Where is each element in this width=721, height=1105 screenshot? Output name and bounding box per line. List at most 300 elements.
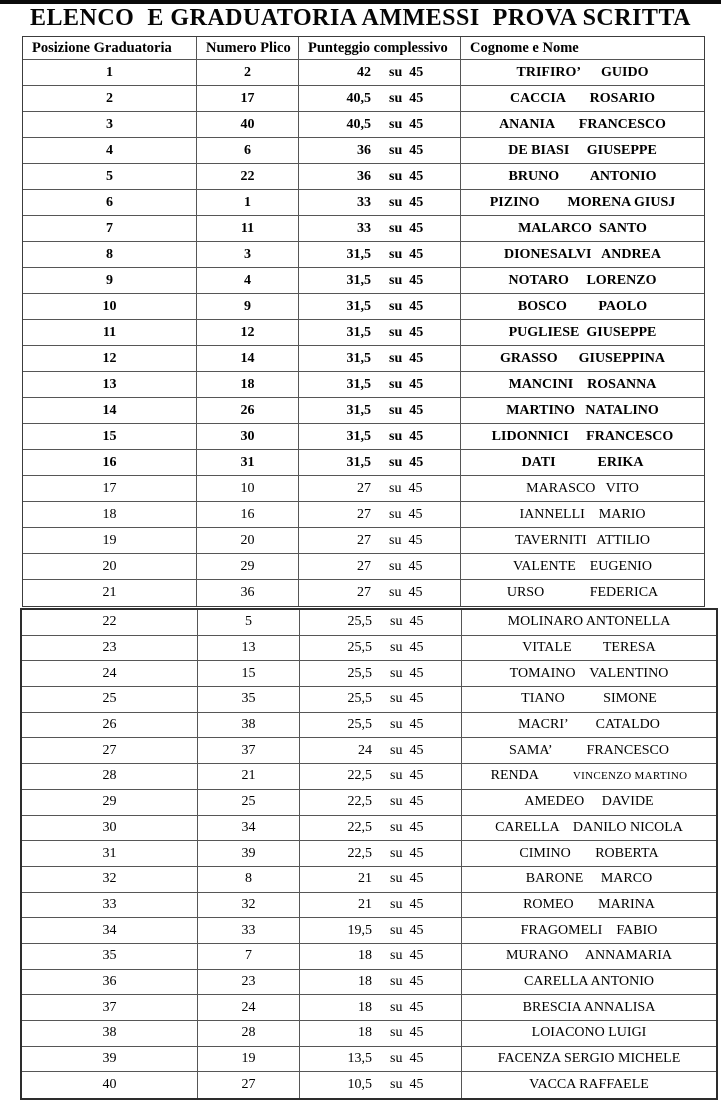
punteggio-su-45-label: su 45 bbox=[390, 819, 424, 835]
table-row bbox=[22, 841, 716, 867]
cell-posizione: 6 bbox=[23, 190, 197, 215]
cell-punteggio bbox=[299, 268, 461, 293]
cell-cognome-nome bbox=[461, 398, 704, 423]
cell-punteggio bbox=[300, 867, 462, 892]
cognome-nome-text: VITALE TERESA bbox=[522, 640, 656, 656]
cognome-nome-text: TRIFIRO’ GUIDO bbox=[516, 64, 649, 80]
punteggio-su-45-label: su 45 bbox=[389, 64, 424, 80]
cell-punteggio bbox=[299, 424, 461, 449]
cell-posizione: 23 bbox=[22, 636, 198, 661]
cell-posizione: 27 bbox=[22, 738, 198, 763]
cell-punteggio bbox=[300, 893, 462, 918]
punteggio-value: 27 bbox=[357, 506, 371, 522]
cell-cognome-nome bbox=[462, 867, 716, 892]
table-row bbox=[22, 816, 716, 842]
punteggio-su-45-label: su 45 bbox=[389, 168, 424, 184]
cell-punteggio bbox=[300, 918, 462, 943]
cell-cognome-nome bbox=[461, 268, 704, 293]
table-row bbox=[22, 995, 716, 1021]
punteggio-value: 31,5 bbox=[346, 298, 371, 314]
cognome-nome-text: URSO FEDERICA bbox=[506, 585, 659, 600]
cell-cognome-nome bbox=[461, 190, 704, 215]
punteggio-su-45-label: su 45 bbox=[389, 558, 423, 574]
punteggio-value: 22,5 bbox=[347, 845, 372, 861]
punteggio-su-45-label: su 45 bbox=[389, 272, 424, 288]
cell-punteggio bbox=[299, 398, 461, 423]
header-cognome-e-nome: Cognome e Nome bbox=[470, 39, 579, 56]
cognome-nome-text: MOLINARO ANTONELLA bbox=[507, 614, 671, 630]
table-row bbox=[23, 60, 704, 86]
cell-posizione: 31 bbox=[22, 841, 198, 866]
header-punteggio-complessivo: Punteggio complessivo bbox=[299, 37, 461, 59]
cell-numero-plico: 25 bbox=[198, 790, 300, 815]
cognome-nome-text: VACCA RAFFAELE bbox=[529, 1077, 649, 1093]
punteggio-su-45-label: su 45 bbox=[390, 665, 424, 681]
cell-cognome-nome bbox=[461, 450, 704, 475]
cognome-nome-text: LIDONNICI FRANCESCO bbox=[491, 428, 674, 444]
cell-punteggio bbox=[299, 580, 461, 606]
table-row bbox=[23, 476, 704, 502]
cell-posizione: 34 bbox=[22, 918, 198, 943]
table-row bbox=[23, 372, 704, 398]
table-row bbox=[22, 713, 716, 739]
cell-cognome-nome bbox=[461, 216, 704, 241]
cell-punteggio bbox=[300, 610, 462, 635]
cognome-nome-text: MALARCO SANTO bbox=[518, 220, 647, 236]
table-row bbox=[23, 216, 704, 242]
punteggio-su-45-label: su 45 bbox=[389, 246, 424, 262]
cell-numero-plico: 32 bbox=[198, 893, 300, 918]
cognome-nome-text: PUGLIESE GIUSEPPE bbox=[508, 324, 657, 340]
cell-numero-plico: 37 bbox=[198, 738, 300, 763]
table-row bbox=[23, 450, 704, 476]
cell-punteggio bbox=[299, 320, 461, 345]
punteggio-value: 18 bbox=[358, 948, 372, 964]
cell-posizione: 18 bbox=[23, 502, 197, 527]
cell-numero-plico: 21 bbox=[198, 764, 300, 789]
cell-cognome-nome bbox=[462, 738, 716, 763]
cell-numero-plico: 33 bbox=[198, 918, 300, 943]
cell-numero-plico: 12 bbox=[197, 320, 299, 345]
cognome-nome-text: DIONESALVI ANDREA bbox=[503, 246, 662, 262]
punteggio-value: 21 bbox=[358, 871, 372, 887]
cognome-nome-text: SAMA’ FRANCESCO bbox=[509, 742, 669, 758]
cell-numero-plico: 7 bbox=[198, 944, 300, 969]
punteggio-value: 24 bbox=[358, 742, 372, 758]
table-row bbox=[23, 528, 704, 554]
cell-numero-plico: 13 bbox=[198, 636, 300, 661]
punteggio-su-45-label: su 45 bbox=[390, 999, 424, 1015]
cognome-nome-text: GRASSO GIUSEPPINA bbox=[500, 350, 665, 366]
punteggio-value: 31,5 bbox=[346, 350, 371, 366]
cognome-nome-text: TOMAINO VALENTINO bbox=[509, 665, 669, 681]
cell-numero-plico: 9 bbox=[197, 294, 299, 319]
punteggio-su-45-label: su 45 bbox=[390, 717, 424, 733]
punteggio-su-45-label: su 45 bbox=[390, 768, 424, 784]
cell-posizione: 8 bbox=[23, 242, 197, 267]
cell-posizione: 9 bbox=[23, 268, 197, 293]
punteggio-su-45-label: su 45 bbox=[390, 871, 424, 887]
cognome-nome-text: FRAGOMELI FABIO bbox=[520, 922, 658, 938]
punteggio-su-45-label: su 45 bbox=[389, 506, 423, 522]
cell-posizione: 13 bbox=[23, 372, 197, 397]
cell-numero-plico: 35 bbox=[198, 687, 300, 712]
cell-cognome-nome bbox=[462, 1047, 716, 1072]
punteggio-value: 31,5 bbox=[346, 246, 371, 262]
cell-punteggio bbox=[300, 790, 462, 815]
cell-numero-plico: 18 bbox=[197, 372, 299, 397]
cell-numero-plico: 23 bbox=[198, 970, 300, 995]
cell-posizione: 38 bbox=[22, 1021, 198, 1046]
cell-punteggio bbox=[300, 1021, 462, 1046]
cell-numero-plico: 39 bbox=[198, 841, 300, 866]
punteggio-su-45-label: su 45 bbox=[389, 298, 424, 314]
cell-punteggio bbox=[299, 554, 461, 579]
nome-secondary-small-text: VINCENZO MARTINO bbox=[572, 770, 688, 783]
cell-punteggio bbox=[300, 816, 462, 841]
table-row bbox=[23, 554, 704, 580]
punteggio-su-45-label: su 45 bbox=[389, 350, 424, 366]
table-row bbox=[22, 944, 716, 970]
cell-numero-plico: 34 bbox=[198, 816, 300, 841]
punteggio-su-45-label: su 45 bbox=[390, 691, 424, 707]
punteggio-su-45-label: su 45 bbox=[390, 794, 424, 810]
punteggio-su-45-label: su 45 bbox=[390, 1025, 424, 1041]
cell-numero-plico: 30 bbox=[197, 424, 299, 449]
punteggio-value: 36 bbox=[357, 168, 371, 184]
cell-punteggio bbox=[299, 528, 461, 553]
table-row bbox=[22, 918, 716, 944]
cell-posizione: 19 bbox=[23, 528, 197, 553]
punteggio-value: 22,5 bbox=[347, 794, 372, 810]
cell-posizione: 16 bbox=[23, 450, 197, 475]
cell-numero-plico: 40 bbox=[197, 112, 299, 137]
table-row bbox=[23, 398, 704, 424]
cell-punteggio bbox=[300, 995, 462, 1020]
punteggio-su-45-label: su 45 bbox=[389, 428, 424, 444]
cell-cognome-nome bbox=[461, 60, 704, 85]
cell-posizione: 26 bbox=[22, 713, 198, 738]
cell-posizione: 21 bbox=[23, 580, 197, 606]
cognome-nome-text: MACRI’ CATALDO bbox=[518, 717, 660, 733]
cognome-nome-text: MARTINO NATALINO bbox=[506, 402, 659, 418]
cell-numero-plico: 15 bbox=[198, 661, 300, 686]
table-row bbox=[22, 687, 716, 713]
cell-cognome-nome bbox=[462, 918, 716, 943]
cell-cognome-nome bbox=[461, 112, 704, 137]
cognome-nome-text: CARELLA ANTONIO bbox=[523, 973, 655, 989]
cell-cognome-nome bbox=[461, 424, 704, 449]
cell-cognome-nome bbox=[462, 790, 716, 815]
cognome-nome-text: FACENZA SERGIO MICHELE bbox=[497, 1051, 681, 1067]
cell-numero-plico: 14 bbox=[197, 346, 299, 371]
cognome-nome-text: NOTARO LORENZO bbox=[508, 272, 657, 288]
punteggio-value: 42 bbox=[357, 64, 371, 80]
cell-cognome-nome bbox=[461, 346, 704, 371]
punteggio-su-45-label: su 45 bbox=[389, 376, 424, 392]
cell-cognome-nome bbox=[462, 610, 716, 635]
cell-posizione: 1 bbox=[23, 60, 197, 85]
cell-punteggio bbox=[300, 1047, 462, 1072]
cell-punteggio bbox=[299, 86, 461, 111]
punteggio-su-45-label: su 45 bbox=[390, 614, 424, 630]
cell-posizione: 22 bbox=[22, 610, 198, 635]
punteggio-value: 36 bbox=[357, 142, 371, 158]
punteggio-su-45-label: su 45 bbox=[389, 402, 424, 418]
punteggio-value: 33 bbox=[357, 220, 371, 236]
cell-numero-plico: 19 bbox=[198, 1047, 300, 1072]
punteggio-value: 33 bbox=[357, 194, 371, 210]
punteggio-su-45-label: su 45 bbox=[390, 896, 424, 912]
cognome-nome-text: BRUNO ANTONIO bbox=[508, 168, 657, 184]
punteggio-value: 31,5 bbox=[346, 376, 371, 392]
cell-posizione: 10 bbox=[23, 294, 197, 319]
ranking-table-section-2 bbox=[20, 608, 718, 1100]
cell-cognome-nome bbox=[461, 138, 704, 163]
page-top-rule bbox=[0, 0, 721, 4]
table-row bbox=[22, 661, 716, 687]
punteggio-value: 25,5 bbox=[347, 717, 372, 733]
cell-posizione: 12 bbox=[23, 346, 197, 371]
cell-posizione: 37 bbox=[22, 995, 198, 1020]
cell-cognome-nome bbox=[462, 816, 716, 841]
punteggio-value: 21 bbox=[358, 896, 372, 912]
cell-numero-plico: 8 bbox=[198, 867, 300, 892]
table-body-section-2 bbox=[22, 610, 716, 1098]
cell-cognome-nome bbox=[461, 86, 704, 111]
punteggio-value: 31,5 bbox=[346, 454, 371, 470]
cell-numero-plico: 16 bbox=[197, 502, 299, 527]
punteggio-su-45-label: su 45 bbox=[390, 742, 424, 758]
cell-punteggio bbox=[299, 502, 461, 527]
cognome-nome-text: TAVERNITI ATTILIO bbox=[514, 532, 651, 548]
cell-cognome-nome bbox=[462, 841, 716, 866]
punteggio-value: 27 bbox=[357, 532, 371, 548]
cell-punteggio bbox=[299, 138, 461, 163]
cell-punteggio bbox=[299, 164, 461, 189]
cell-punteggio bbox=[299, 372, 461, 397]
cognome-nome-text: DE BIASI GIUSEPPE bbox=[508, 142, 657, 158]
cell-cognome-nome bbox=[461, 502, 704, 527]
cell-punteggio bbox=[300, 1072, 462, 1098]
cell-numero-plico: 11 bbox=[197, 216, 299, 241]
punteggio-value: 31,5 bbox=[346, 428, 371, 444]
punteggio-su-45-label: su 45 bbox=[390, 1051, 424, 1067]
cell-punteggio bbox=[300, 841, 462, 866]
cell-punteggio bbox=[300, 661, 462, 686]
table-row bbox=[23, 502, 704, 528]
table-row bbox=[23, 138, 704, 164]
table-row bbox=[23, 294, 704, 320]
punteggio-value: 18 bbox=[358, 999, 372, 1015]
cell-punteggio bbox=[299, 60, 461, 85]
table-row bbox=[22, 790, 716, 816]
punteggio-su-45-label: su 45 bbox=[389, 585, 423, 600]
cell-posizione: 5 bbox=[23, 164, 197, 189]
cell-cognome-nome bbox=[461, 372, 704, 397]
cell-numero-plico: 29 bbox=[197, 554, 299, 579]
cell-cognome-nome bbox=[461, 554, 704, 579]
table-row bbox=[23, 424, 704, 450]
cell-cognome-nome bbox=[462, 1021, 716, 1046]
punteggio-value: 31,5 bbox=[346, 324, 371, 340]
punteggio-value: 22,5 bbox=[347, 768, 372, 784]
table-row bbox=[22, 610, 716, 636]
cell-cognome-nome bbox=[462, 636, 716, 661]
cognome-nome-text: ANANIA FRANCESCO bbox=[499, 116, 666, 132]
cell-cognome-nome bbox=[462, 944, 716, 969]
table-row bbox=[22, 636, 716, 662]
cell-punteggio bbox=[299, 294, 461, 319]
cell-posizione: 3 bbox=[23, 112, 197, 137]
punteggio-value: 18 bbox=[358, 973, 372, 989]
cell-posizione: 30 bbox=[22, 816, 198, 841]
header-posizione-graduatoria: Posizione Graduatoria bbox=[23, 37, 197, 59]
cognome-nome-text: CARELLA DANILO NICOLA bbox=[495, 819, 683, 835]
table-row bbox=[22, 1021, 716, 1047]
cell-posizione: 24 bbox=[22, 661, 198, 686]
cell-punteggio bbox=[299, 216, 461, 241]
cognome-nome-text: CACCIA ROSARIO bbox=[509, 90, 656, 106]
cell-punteggio bbox=[300, 738, 462, 763]
punteggio-su-45-label: su 45 bbox=[390, 640, 424, 656]
cell-punteggio bbox=[299, 476, 461, 501]
cell-posizione: 20 bbox=[23, 554, 197, 579]
punteggio-su-45-label: su 45 bbox=[390, 973, 424, 989]
cell-numero-plico: 17 bbox=[197, 86, 299, 111]
punteggio-value: 25,5 bbox=[347, 691, 372, 707]
punteggio-value: 40,5 bbox=[346, 90, 371, 106]
cell-numero-plico: 3 bbox=[197, 242, 299, 267]
table-row bbox=[22, 1047, 716, 1073]
punteggio-su-45-label: su 45 bbox=[390, 948, 424, 964]
cell-cognome-nome bbox=[461, 320, 704, 345]
cell-cognome-nome bbox=[461, 528, 704, 553]
cognome-nome-text: ROMEO MARINA bbox=[523, 896, 655, 912]
table-row bbox=[22, 738, 716, 764]
cell-posizione: 36 bbox=[22, 970, 198, 995]
cell-numero-plico: 20 bbox=[197, 528, 299, 553]
table-row bbox=[23, 320, 704, 346]
cell-posizione: 7 bbox=[23, 216, 197, 241]
cognome-nome-text: DATI ERIKA bbox=[521, 454, 644, 470]
cell-posizione: 29 bbox=[22, 790, 198, 815]
cell-numero-plico: 6 bbox=[197, 138, 299, 163]
cell-numero-plico: 22 bbox=[197, 164, 299, 189]
punteggio-su-45-label: su 45 bbox=[389, 194, 424, 210]
cognome-nome-text: AMEDEO DAVIDE bbox=[524, 794, 654, 810]
cell-numero-plico: 10 bbox=[197, 476, 299, 501]
table-row bbox=[22, 867, 716, 893]
cell-cognome-nome bbox=[461, 164, 704, 189]
cognome-nome-text: TIANO SIMONE bbox=[521, 691, 657, 707]
punteggio-su-45-label: su 45 bbox=[389, 220, 424, 236]
cell-cognome-nome bbox=[462, 661, 716, 686]
punteggio-su-45-label: su 45 bbox=[389, 142, 424, 158]
cognome-nome-text: LOIACONO LUIGI bbox=[531, 1025, 647, 1041]
cell-numero-plico: 36 bbox=[197, 580, 299, 606]
table-row bbox=[23, 242, 704, 268]
cell-posizione: 15 bbox=[23, 424, 197, 449]
table-row bbox=[22, 1072, 716, 1098]
cell-cognome-nome bbox=[462, 893, 716, 918]
cell-numero-plico: 38 bbox=[198, 713, 300, 738]
punteggio-value: 18 bbox=[358, 1025, 372, 1041]
cognome-nome-text: MANCINI ROSANNA bbox=[508, 376, 657, 392]
cell-punteggio bbox=[299, 242, 461, 267]
cell-punteggio bbox=[300, 970, 462, 995]
punteggio-su-45-label: su 45 bbox=[390, 845, 424, 861]
cell-punteggio bbox=[299, 346, 461, 371]
cognome-nome-text: RENDA bbox=[490, 768, 539, 784]
punteggio-value: 25,5 bbox=[347, 665, 372, 681]
cell-numero-plico: 26 bbox=[197, 398, 299, 423]
cell-cognome-nome bbox=[462, 995, 716, 1020]
cell-numero-plico: 2 bbox=[197, 60, 299, 85]
cell-cognome-nome bbox=[462, 764, 716, 789]
table-row bbox=[23, 112, 704, 138]
cognome-nome-text: BOSCO PAOLO bbox=[517, 298, 648, 314]
cell-posizione: 11 bbox=[23, 320, 197, 345]
cell-numero-plico: 4 bbox=[197, 268, 299, 293]
cell-punteggio bbox=[299, 112, 461, 137]
cell-posizione: 39 bbox=[22, 1047, 198, 1072]
cell-posizione: 2 bbox=[23, 86, 197, 111]
punteggio-value: 40,5 bbox=[346, 116, 371, 132]
cell-cognome-nome bbox=[462, 970, 716, 995]
cell-cognome-nome bbox=[462, 1072, 716, 1098]
table-body-section-1 bbox=[23, 60, 704, 606]
table-row bbox=[23, 86, 704, 112]
cell-posizione: 25 bbox=[22, 687, 198, 712]
punteggio-value: 10,5 bbox=[347, 1077, 372, 1093]
cell-posizione: 14 bbox=[23, 398, 197, 423]
cell-numero-plico: 24 bbox=[198, 995, 300, 1020]
ranking-table-section-1 bbox=[22, 36, 705, 607]
punteggio-value: 25,5 bbox=[347, 640, 372, 656]
punteggio-value: 25,5 bbox=[347, 614, 372, 630]
cell-numero-plico: 27 bbox=[198, 1072, 300, 1098]
cell-posizione: 17 bbox=[23, 476, 197, 501]
cognome-nome-text: IANNELLI MARIO bbox=[519, 506, 646, 522]
punteggio-su-45-label: su 45 bbox=[389, 480, 423, 496]
punteggio-value: 31,5 bbox=[346, 272, 371, 288]
cell-punteggio bbox=[299, 190, 461, 215]
cell-punteggio bbox=[300, 687, 462, 712]
punteggio-su-45-label: su 45 bbox=[389, 116, 424, 132]
cell-numero-plico: 5 bbox=[198, 610, 300, 635]
table-header-row bbox=[23, 37, 704, 60]
table-row bbox=[23, 164, 704, 190]
table-row bbox=[23, 580, 704, 606]
table-row bbox=[22, 970, 716, 996]
punteggio-su-45-label: su 45 bbox=[390, 1077, 424, 1093]
cell-punteggio bbox=[300, 636, 462, 661]
cell-punteggio bbox=[300, 944, 462, 969]
table-row bbox=[22, 764, 716, 790]
punteggio-value: 22,5 bbox=[347, 819, 372, 835]
cell-cognome-nome bbox=[461, 476, 704, 501]
cognome-nome-text: CIMINO ROBERTA bbox=[519, 845, 659, 861]
punteggio-value: 27 bbox=[357, 585, 371, 600]
cognome-nome-text: MARASCO VITO bbox=[526, 480, 639, 496]
cell-cognome-nome bbox=[461, 242, 704, 267]
cell-cognome-nome bbox=[461, 294, 704, 319]
header-numero-plico: Numero Plico bbox=[197, 37, 299, 59]
table-row bbox=[23, 346, 704, 372]
punteggio-su-45-label: su 45 bbox=[389, 532, 423, 548]
table-row bbox=[23, 190, 704, 216]
